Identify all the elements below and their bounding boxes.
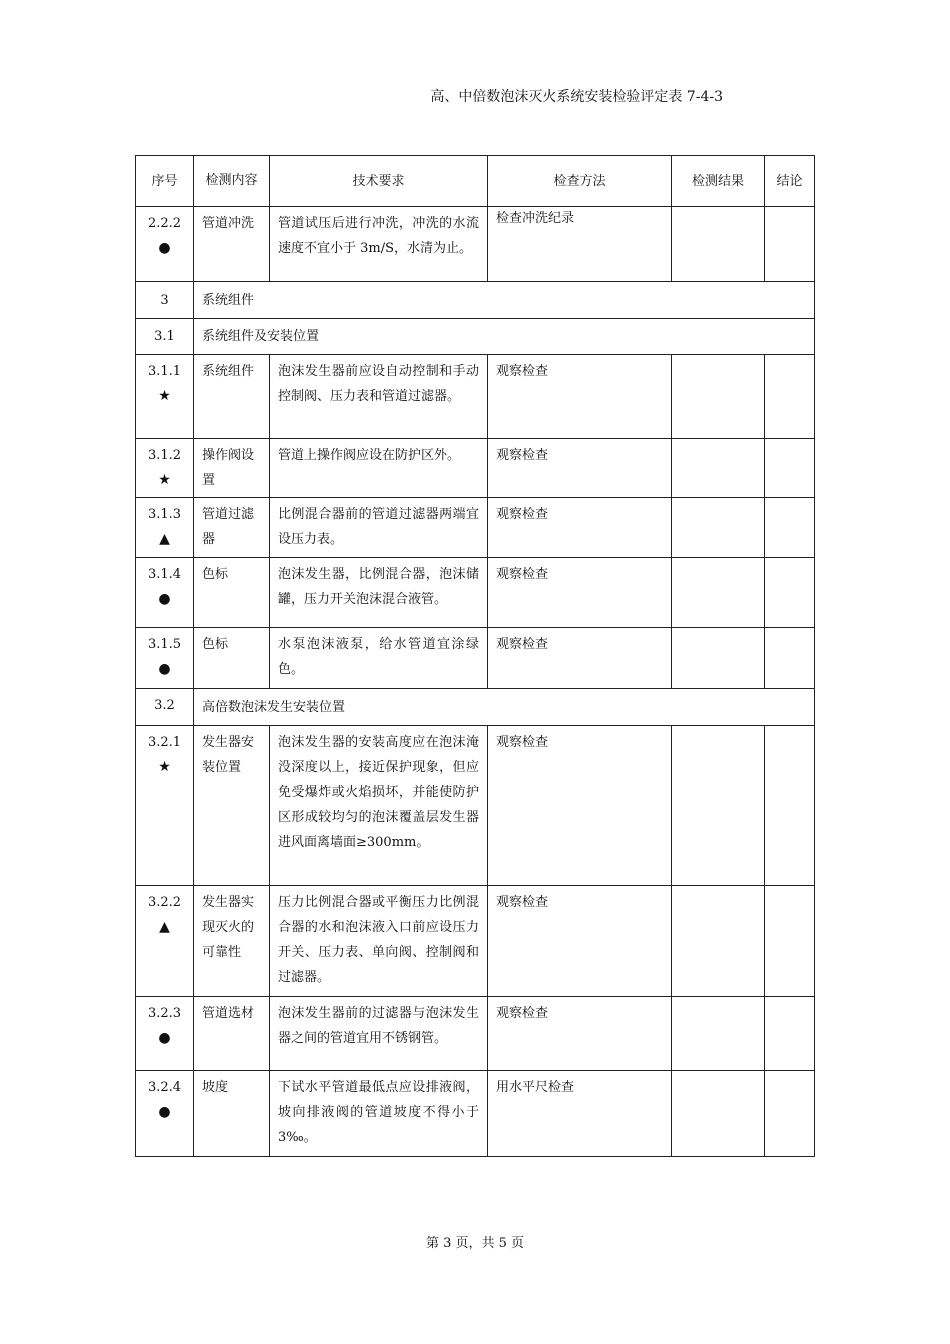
col-header-method: 检查方法 — [488, 156, 672, 207]
row-index — [136, 439, 194, 498]
table-row — [136, 628, 815, 689]
row-result — [672, 997, 765, 1071]
table-row — [136, 558, 815, 628]
row-conclusion — [765, 355, 815, 439]
importance-marker: ▲ — [159, 531, 170, 547]
row-conclusion — [765, 207, 815, 282]
row-conclusion — [765, 997, 815, 1071]
row-method: 观察检查 — [488, 439, 672, 498]
row-number: 3.1.4 — [147, 567, 182, 582]
section-title: 高倍数泡沫发生安装位置 — [194, 689, 815, 726]
table-row — [136, 997, 815, 1071]
section-number: 3.1 — [136, 319, 194, 355]
importance-marker: ★ — [158, 388, 171, 404]
row-index — [136, 558, 194, 628]
table-row — [136, 207, 815, 282]
table-row — [136, 726, 815, 886]
row-item: 发生器实现灭火的可靠性 — [194, 886, 270, 997]
page-number: 第 3 页，共 5 页 — [425, 1236, 525, 1251]
row-number: 3.1.3 — [147, 507, 182, 522]
row-conclusion — [765, 1071, 815, 1157]
row-requirement: 泡沫发生器，比例混合器，泡沫储罐，压力开关泡沫混合液管。 — [270, 558, 488, 628]
row-result — [672, 207, 765, 282]
row-result — [672, 558, 765, 628]
row-requirement: 泡沫发生器前的过滤器与泡沫发生器之间的管道宜用不锈钢管。 — [270, 997, 488, 1071]
row-item: 坡度 — [194, 1071, 270, 1157]
row-method: 观察检查 — [488, 558, 672, 628]
row-requirement: 比例混合器前的管道过滤器两端宜设压力表。 — [270, 498, 488, 558]
section-row — [136, 282, 815, 319]
row-index — [136, 498, 194, 558]
row-requirement: 管道试压后进行冲洗，冲洗的水流速度不宜小于 3m/S，水清为止。 — [270, 207, 488, 282]
section-row — [136, 319, 815, 355]
row-result — [672, 1071, 765, 1157]
row-method: 观察检查 — [488, 997, 672, 1071]
col-header-requirement: 技术要求 — [270, 156, 488, 207]
row-method: 用水平尺检查 — [488, 1071, 672, 1157]
row-item: 发生器安装位置 — [194, 726, 270, 886]
row-item: 系统组件 — [194, 355, 270, 439]
importance-marker: ● — [158, 240, 171, 256]
section-number: 3 — [136, 282, 194, 319]
row-requirement: 压力比例混合器或平衡压力比例混合器的水和泡沫液入口前应设压力开关、压力表、单向阀、控制阀和过滤器。 — [270, 886, 488, 997]
table-row — [136, 355, 815, 439]
row-item: 管道过滤器 — [194, 498, 270, 558]
row-result — [672, 628, 765, 689]
row-result — [672, 498, 765, 558]
row-index — [136, 207, 194, 282]
row-requirement: 水泵泡沫液泵，给水管道宜涂绿色。 — [270, 628, 488, 689]
row-method: 观察检查 — [488, 726, 672, 886]
table-row — [136, 886, 815, 997]
section-title: 系统组件 — [194, 282, 815, 319]
row-number: 3.2.1 — [147, 735, 182, 750]
row-conclusion — [765, 558, 815, 628]
row-method: 观察检查 — [488, 355, 672, 439]
row-number: 3.2.4 — [147, 1080, 182, 1095]
row-result — [672, 439, 765, 498]
table-row — [136, 1071, 815, 1157]
table-header-row — [136, 156, 815, 207]
row-requirement: 泡沫发生器前应设自动控制和手动控制阀、压力表和管道过滤器。 — [270, 355, 488, 439]
row-method: 检查冲洗纪录 — [488, 207, 672, 282]
row-result — [672, 886, 765, 997]
row-requirement: 泡沫发生器的安装高度应在泡沫淹没深度以上，接近保护现象，但应免受爆炸或火焰损坏，并能使防护区形成较均匀的泡沫覆盖层发生器进风面离墙面≥300mm。 — [270, 726, 488, 886]
row-method: 观察检查 — [488, 886, 672, 997]
col-header-index: 序号 — [136, 156, 194, 207]
row-item: 色标 — [194, 628, 270, 689]
table-row — [136, 498, 815, 558]
row-requirement: 下试水平管道最低点应设排液阀，坡向排液阀的管道坡度不得小于 3‰。 — [270, 1071, 488, 1157]
col-header-conclusion: 结论 — [765, 156, 815, 207]
importance-marker: ★ — [158, 759, 171, 775]
row-conclusion — [765, 439, 815, 498]
importance-marker: ● — [158, 1104, 171, 1120]
row-index — [136, 726, 194, 886]
row-item: 操作阀设置 — [194, 439, 270, 498]
row-conclusion — [765, 886, 815, 997]
section-row — [136, 689, 815, 726]
importance-marker: ▲ — [159, 919, 170, 935]
row-result — [672, 726, 765, 886]
row-method: 观察检查 — [488, 498, 672, 558]
section-number: 3.2 — [136, 689, 194, 726]
importance-marker: ● — [158, 591, 171, 607]
row-item: 管道冲洗 — [194, 207, 270, 282]
importance-marker: ● — [158, 661, 171, 677]
importance-marker: ● — [158, 1030, 171, 1046]
inspection-table — [135, 155, 815, 1157]
row-number: 3.1.2 — [147, 448, 182, 463]
row-item: 色标 — [194, 558, 270, 628]
row-result — [672, 355, 765, 439]
row-conclusion — [765, 628, 815, 689]
row-requirement: 管道上操作阀应设在防护区外。 — [270, 439, 488, 498]
row-number: 3.2.2 — [147, 895, 182, 910]
importance-marker: ★ — [158, 472, 171, 488]
row-index — [136, 997, 194, 1071]
row-index — [136, 1071, 194, 1157]
row-number: 2.2.2 — [147, 216, 182, 231]
row-number: 3.1.1 — [147, 364, 182, 379]
document-title: 高、中倍数泡沫灭火系统安装检验评定表 7-4-3 — [430, 89, 723, 105]
row-number: 3.1.5 — [147, 637, 182, 652]
row-index — [136, 355, 194, 439]
row-index — [136, 886, 194, 997]
row-conclusion — [765, 726, 815, 886]
row-conclusion — [765, 498, 815, 558]
row-index — [136, 628, 194, 689]
row-item: 管道选材 — [194, 997, 270, 1071]
row-method: 观察检查 — [488, 628, 672, 689]
section-title: 系统组件及安装位置 — [194, 319, 815, 355]
row-number: 3.2.3 — [147, 1006, 182, 1021]
col-header-result: 检测结果 — [672, 156, 765, 207]
col-header-item: 检测内容 — [194, 156, 270, 207]
table-row — [136, 439, 815, 498]
